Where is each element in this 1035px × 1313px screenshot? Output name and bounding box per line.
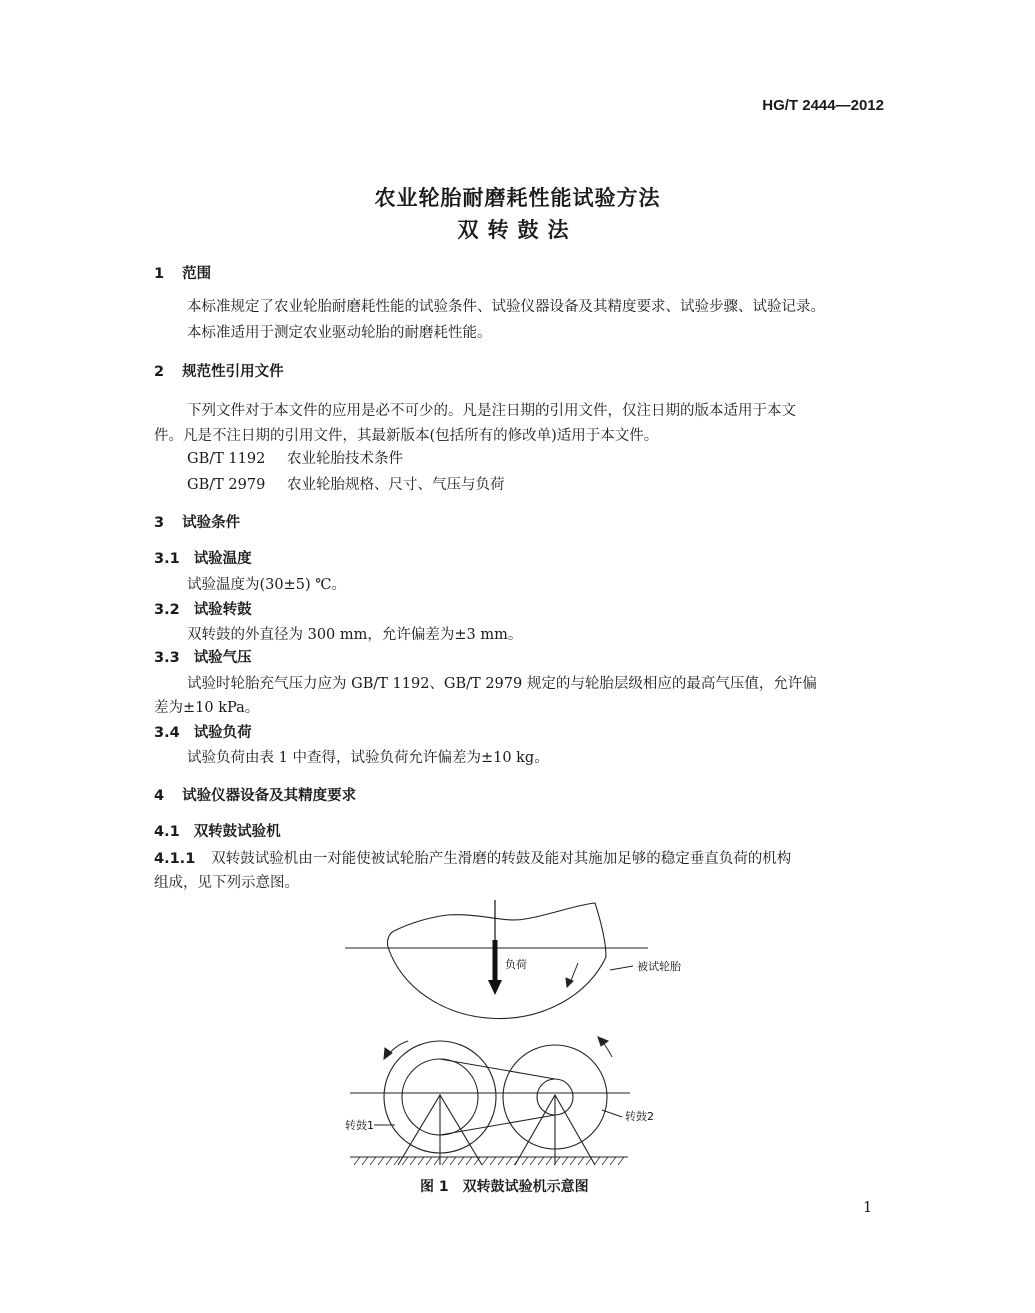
subsection-number: 3.2 (154, 602, 180, 618)
paragraph: 试验负荷由表 1 中查得，试验负荷允许偏差为±10 kg。 (187, 750, 549, 766)
reference-name: 农业轮胎规格、尺寸、气压与负荷 (287, 477, 505, 493)
belt-top (440, 1059, 555, 1079)
section-2-heading (154, 360, 284, 381)
subsection-number: 3.3 (154, 650, 180, 666)
section-number: 3 (154, 515, 165, 531)
section-4-heading (154, 784, 356, 805)
section-number: 2 (154, 364, 165, 380)
paragraph: 试验时轮胎充气压力应为 GB/T 1192、GB/T 2979 规定的与轮胎层级相应的最高气压值，允许偏 (187, 676, 817, 692)
subsection-title: 试验转鼓 (193, 602, 252, 618)
subsection-number: 3.4 (154, 725, 180, 741)
subsection-title: 试验负荷 (193, 725, 252, 741)
paragraph: 差为±10 kPa。 (154, 700, 260, 716)
subsection-number: 3.1 (154, 551, 180, 567)
drum-2-leader-line (602, 1110, 622, 1117)
reference-code: GB/T 2979 (187, 477, 266, 493)
subsection-title: 双转鼓试验机 (193, 824, 281, 840)
drum-2-arrowhead (598, 1037, 608, 1046)
reference-item (187, 447, 403, 468)
subsection-heading (154, 598, 252, 619)
section-number: 1 (154, 266, 165, 282)
subsection-heading (154, 820, 281, 841)
paragraph-text: 双转鼓试验机由一对能使被试轮胎产生滑磨的转鼓及能对其施加足够的稳定垂直负荷的机构 (211, 851, 792, 867)
load-label: 负荷 (505, 958, 527, 971)
subsection-paragraph (154, 847, 791, 868)
page-number: 1 (863, 1200, 873, 1216)
section-1-heading (154, 262, 211, 283)
document-subtitle: 双转鼓法 (457, 218, 578, 242)
section-3-heading (154, 511, 240, 532)
subsection-title: 试验气压 (193, 650, 252, 666)
ground-hatching (354, 1157, 624, 1165)
section-title: 规范性引用文件 (182, 364, 284, 380)
drum-1-arrowhead (384, 1048, 392, 1059)
subsection-number: 4.1.1 (154, 851, 196, 867)
paragraph: 试验温度为(30±5) ℃。 (187, 577, 346, 593)
paragraph: 本标准适用于测定农业驱动轮胎的耐磨耗性能。 (187, 325, 492, 341)
figure-caption: 图 1 双转鼓试验机示意图 (420, 1179, 589, 1195)
paragraph: 本标准规定了农业轮胎耐磨耗性能的试验条件、试验仪器设备及其精度要求、试验步骤、试验记录。 (187, 299, 825, 315)
section-title: 范围 (182, 266, 212, 282)
section-title: 试验条件 (182, 515, 241, 531)
section-number: 4 (154, 788, 165, 804)
standard-number: HG/T 2444—2012 (762, 97, 884, 114)
twin-drum-diagram (330, 895, 681, 1170)
paragraph: 双转鼓的外直径为 300 mm，允许偏差为±3 mm。 (187, 627, 523, 643)
paragraph: 下列文件对于本文件的应用是必不可少的。凡是注日期的引用文件，仅注日期的版本适用于本文 (187, 403, 796, 419)
paragraph: 件。凡是不注日期的引用文件，其最新版本(包括所有的修改单)适用于本文件。 (154, 428, 659, 444)
subsection-heading (154, 646, 252, 667)
drum-1-label: 转鼓1 (345, 1119, 374, 1132)
subsection-heading (154, 547, 252, 568)
tire-label: 被试轮胎 (637, 960, 681, 973)
subsection-number: 4.1 (154, 824, 180, 840)
tire-leader-line (610, 966, 633, 970)
subsection-title: 试验温度 (193, 551, 252, 567)
subsection-heading (154, 721, 252, 742)
section-title: 试验仪器设备及其精度要求 (182, 788, 357, 804)
document-title: 农业轮胎耐磨耗性能试验方法 (374, 186, 661, 210)
reference-name: 农业轮胎技术条件 (287, 451, 403, 467)
drum-2-label: 转鼓2 (625, 1110, 654, 1123)
paragraph: 组成，见下列示意图。 (154, 875, 299, 891)
reference-code: GB/T 1192 (187, 451, 266, 467)
reference-item (187, 473, 505, 494)
